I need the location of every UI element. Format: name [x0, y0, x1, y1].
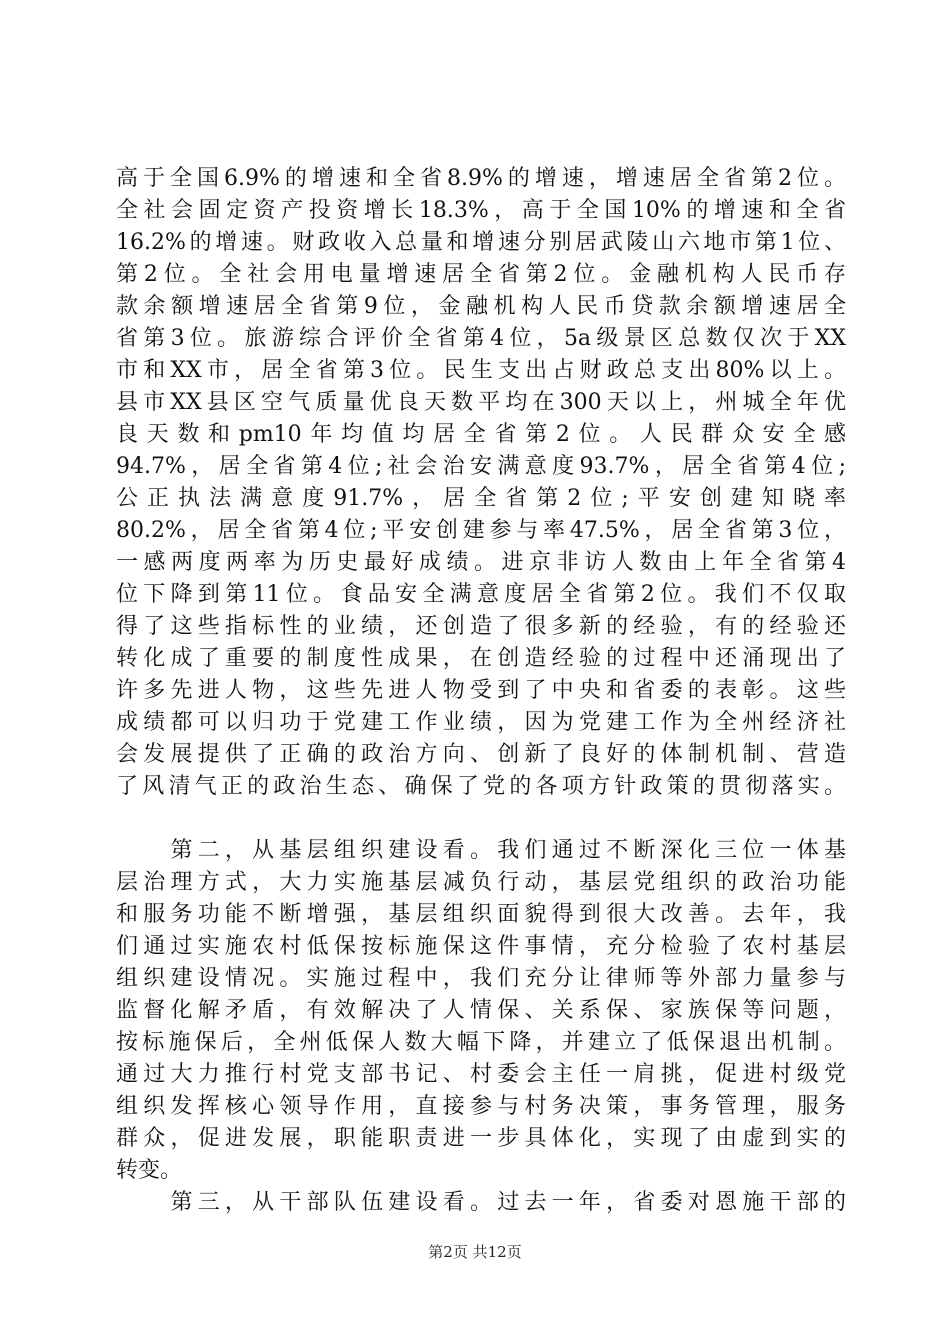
text-line: 省第3位。旅游综合评价全省第4位，5a级景区总数仅次于XX	[116, 326, 846, 351]
document-body	[116, 163, 846, 1219]
text-line: 94.7%，居全省第4位;社会治安满意度93.7%，居全省第4位;	[116, 454, 846, 479]
text-line: 市和XX市，居全省第3位。民生支出占财政总支出80%以上。	[116, 358, 846, 383]
text-line: 层治理方式，大力实施基层减负行动，基层党组织的政治功能	[116, 870, 846, 895]
text-line: 款余额增速居全省第9位，金融机构人民币贷款余额增速居全	[116, 294, 846, 319]
text-line: 第2位。全社会用电量增速居全省第2位。金融机构人民币存	[116, 262, 846, 287]
text-line: 良天数和pm10年均值均居全省第2位。人民群众安全感	[116, 422, 846, 447]
paragraph-3	[116, 1187, 846, 1219]
text-line: 们通过实施农村低保按标施保这件事情，充分检验了农村基层	[116, 934, 846, 959]
text-line: 按标施保后，全州低保人数大幅下降，并建立了低保退出机制。	[116, 1030, 846, 1055]
text-line: 位下降到第11位。食品安全满意度居全省第2位。我们不仅取	[116, 582, 846, 607]
text-line: 一感两度两率为历史最好成绩。进京非访人数由上年全省第4	[116, 550, 846, 575]
text-line: 第三，从干部队伍建设看。过去一年，省委对恩施干部的	[116, 1190, 846, 1215]
text-line: 转变。	[116, 1158, 183, 1183]
paragraph-spacer	[116, 803, 846, 835]
text-line: 和服务功能不断增强，基层组织面貌得到很大改善。去年，我	[116, 902, 846, 927]
text-line: 县市XX县区空气质量优良天数平均在300天以上，州城全年优	[116, 390, 846, 415]
text-line: 群众，促进发展，职能职责进一步具体化，实现了由虚到实的	[116, 1126, 846, 1151]
text-line: 会发展提供了正确的政治方向、创新了良好的体制机制、营造	[116, 742, 846, 767]
paragraph-2	[116, 835, 846, 1187]
paragraph-1	[116, 163, 846, 803]
text-line: 成绩都可以归功于党建工作业绩，因为党建工作为全州经济社	[116, 710, 846, 735]
text-line: 第二，从基层组织建设看。我们通过不断深化三位一体基	[116, 838, 846, 863]
text-line: 转化成了重要的制度性成果，在创造经验的过程中还涌现出了	[116, 646, 846, 671]
text-line: 公正执法满意度91.7%，居全省第2位;平安创建知晓率	[116, 486, 846, 511]
text-line: 全社会固定资产投资增长18.3%，高于全国10%的增速和全省	[116, 198, 846, 223]
text-line: 了风清气正的政治生态、确保了党的各项方针政策的贯彻落实。	[116, 774, 846, 799]
text-line: 80.2%，居全省第4位;平安创建参与率47.5%，居全省第3位，	[116, 518, 846, 543]
text-line: 得了这些指标性的业绩，还创造了很多新的经验，有的经验还	[116, 614, 846, 639]
text-line: 监督化解矛盾，有效解决了人情保、关系保、家族保等问题，	[116, 998, 846, 1023]
text-line: 高于全国6.9%的增速和全省8.9%的增速，增速居全省第2位。	[116, 166, 846, 191]
text-line: 组织建设情况。实施过程中，我们充分让律师等外部力量参与	[116, 966, 846, 991]
text-line: 组织发挥核心领导作用，直接参与村务决策，事务管理，服务	[116, 1094, 846, 1119]
page-number-footer: 第2页 共12页	[428, 1243, 522, 1261]
text-line: 16.2%的增速。财政收入总量和增速分别居武陵山六地市第1位、	[116, 230, 846, 255]
text-line: 许多先进人物，这些先进人物受到了中央和省委的表彰。这些	[116, 678, 846, 703]
text-line: 通过大力推行村党支部书记、村委会主任一肩挑，促进村级党	[116, 1062, 846, 1087]
